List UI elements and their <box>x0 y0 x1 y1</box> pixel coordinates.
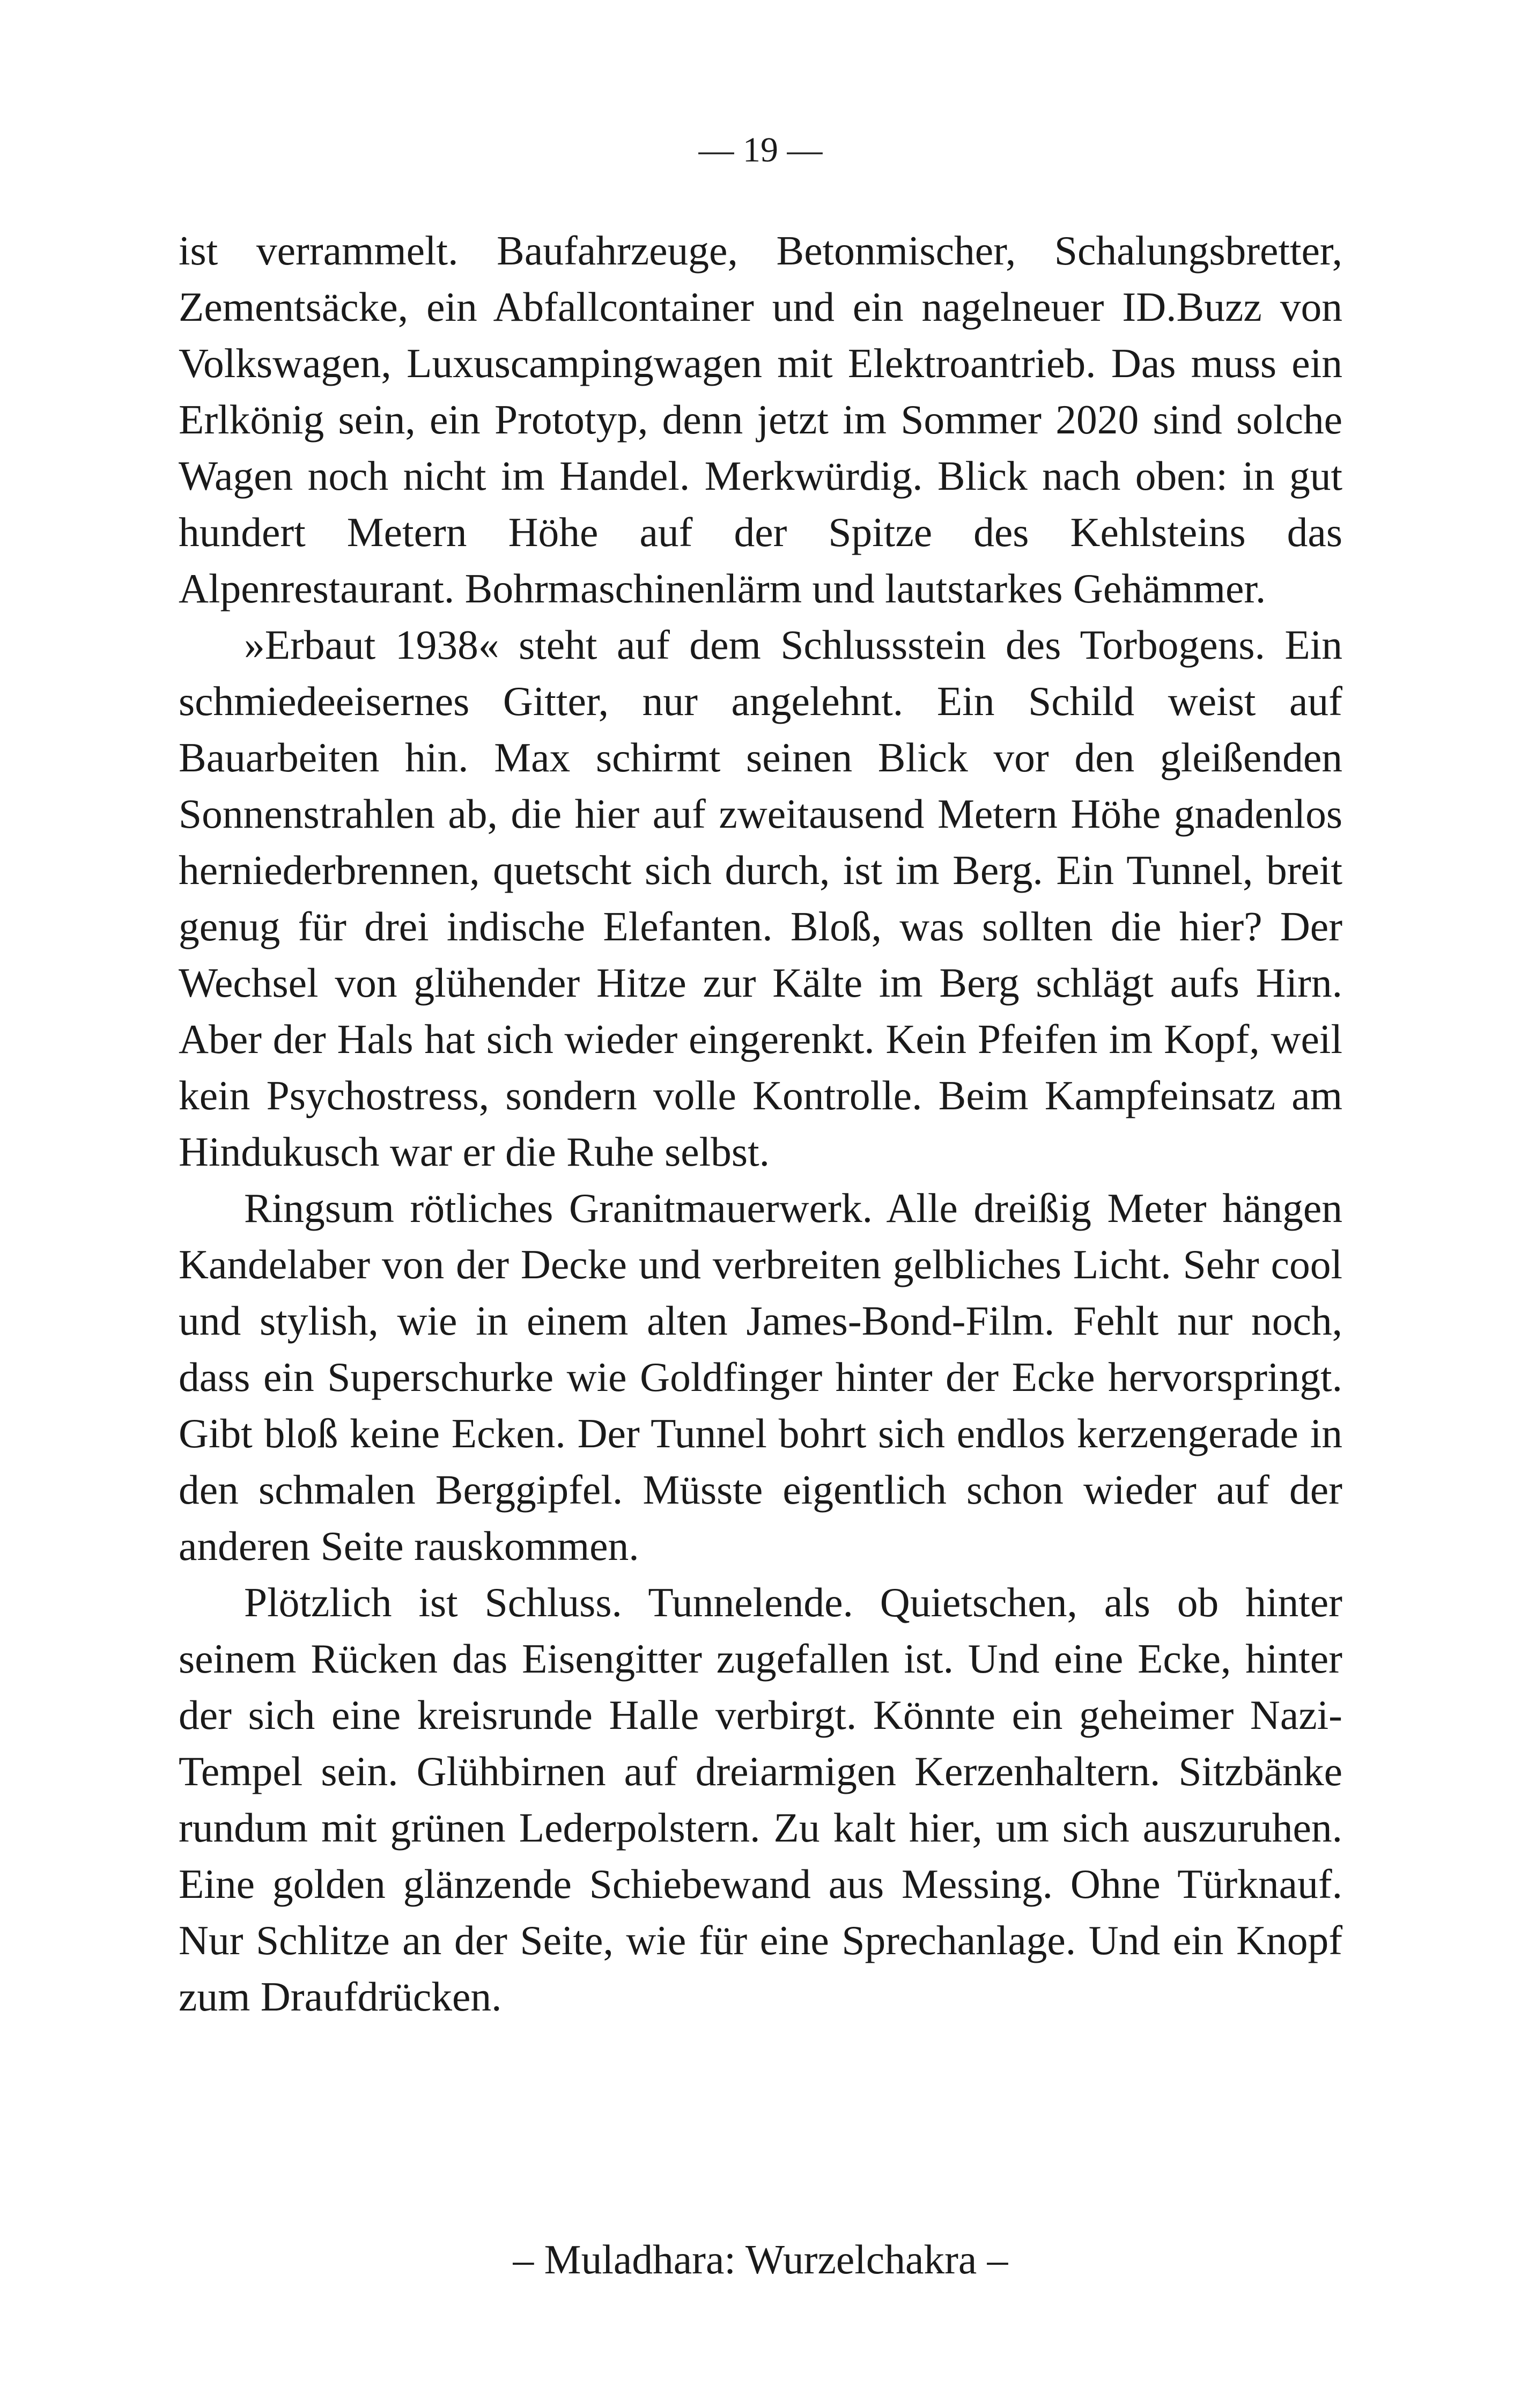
page-number: — 19 — <box>698 130 823 170</box>
paragraph: »Erbaut 1938« steht auf dem Schlussstein des Torbogens. Ein schmiedeeisernes Gitter, nur angelehnt. Ein Schild weist auf Bauarbeiten hin. Max schirmt seinen Blick vor den gleißenden Sonnenstrahlen ab, die hier auf zweitausend Metern Höhe gnadenlos herniederbrennen, quetscht sich durch, ist im Berg. Ein Tunnel, breit genug für drei indische Elefanten. Bloß, was sollten die hier? Der Wechsel von glühender Hitze zur Kälte im Berg schlägt aufs Hirn. Aber der Hals hat sich wieder eingerenkt. Kein Pfeifen im Kopf, weil kein Psychostress, sondern volle Kontrolle. Beim Kampfeinsatz am Hindukusch war er die Ruhe selbst. <box>179 622 1342 1175</box>
paragraph: Plötzlich ist Schluss. Tunnelende. Quietschen, als ob hinter seinem Rücken das Eisengitter zugefallen ist. Und eine Ecke, hinter der sich eine kreisrunde Halle verbirgt. Könnte ein geheimer Nazi-Tempel sein. Glühbirnen auf dreiarmigen Kerzenhaltern. Sitzbänke rundum mit grünen Lederpolstern. Zu kalt hier, um sich auszuruhen. Eine golden glänzende Schiebewand aus Messing. Ohne Türknauf. Nur Schlitze an der Seite, wie für eine Sprechanlage. Und ein Knopf zum Draufdrücken. <box>179 1579 1342 2020</box>
body-text <box>179 223 1342 2025</box>
paragraph: ist verrammelt. Baufahrzeuge, Betonmischer, Schalungsbretter, Zementsäcke, ein Abfallcontainer und ein nagelneuer ID.Buzz von Volkswagen, Luxuscampingwagen mit Elektroantrieb. Das muss ein Erlkönig sein, ein Prototyp, denn jetzt im Sommer 2020 sind solche Wagen noch nicht im Handel. Merkwürdig. Blick nach oben: in gut hundert Metern Höhe auf der Spitze des Kehlsteins das Alpenrestaurant. Bohrmaschinenlärm und lautstarkes Gehämmer. <box>179 227 1342 612</box>
paragraph: Ringsum rötliches Granitmauerwerk. Alle dreißig Meter hängen Kandelaber von der Decke und verbreiten gelbliches Licht. Sehr cool und stylish, wie in einem alten James-Bond-Film. Fehlt nur noch, dass ein Superschurke wie Goldfinger hinter der Ecke hervorspringt. Gibt bloß keine Ecken. Der Tunnel bohrt sich endlos kerzengerade in den schmalen Berggipfel. Müsste eigentlich schon wieder auf der anderen Seite rauskommen. <box>179 1185 1342 1569</box>
running-footer: – Muladhara: Wurzelchakra – <box>513 2236 1008 2282</box>
